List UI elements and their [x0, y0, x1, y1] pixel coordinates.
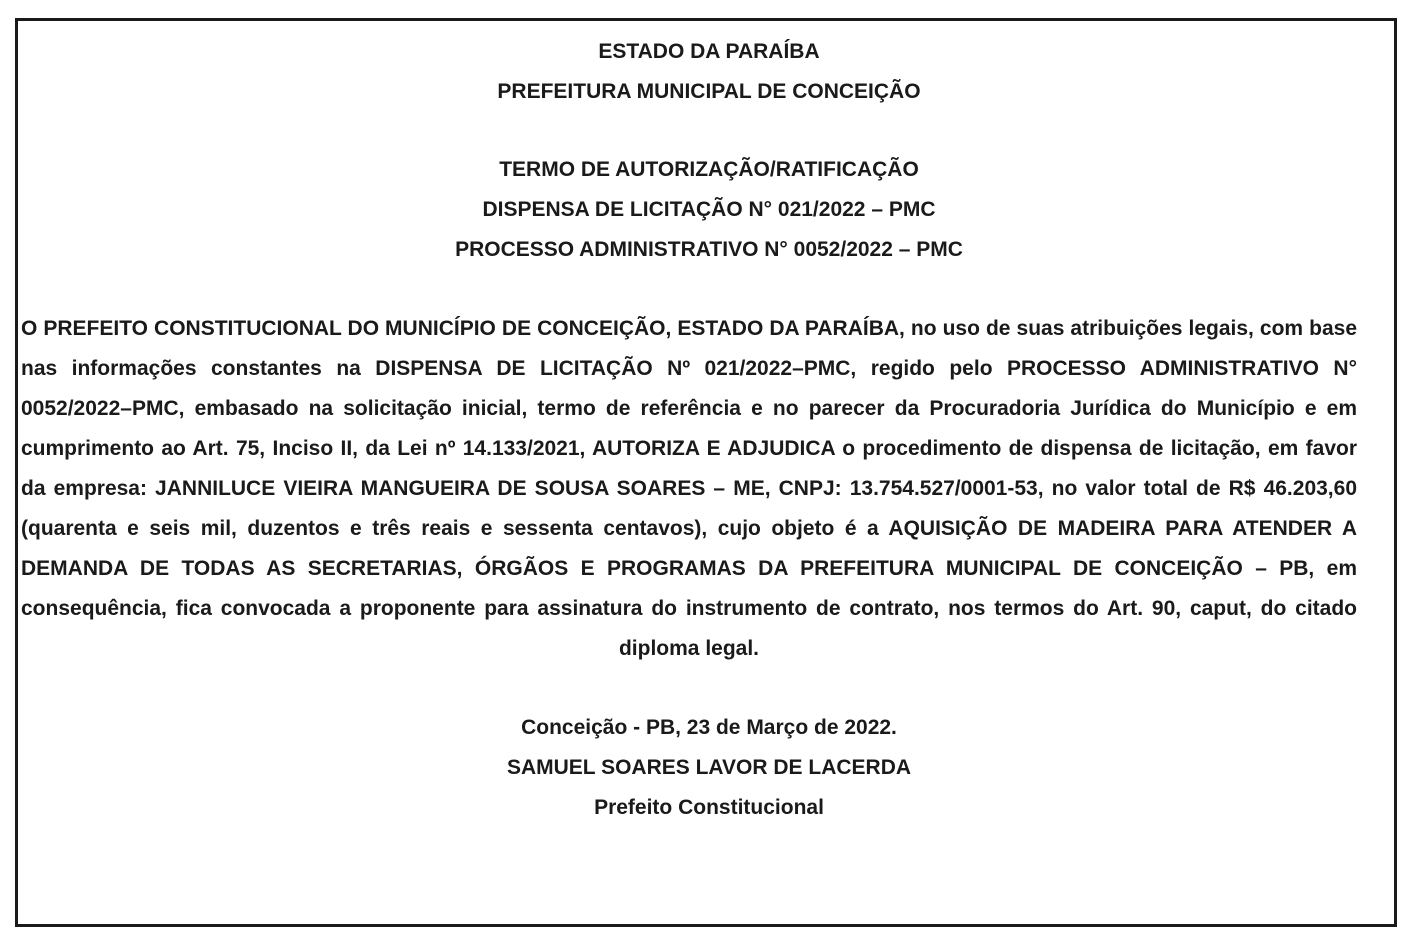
document-title: TERMO DE AUTORIZAÇÃO/RATIFICAÇÃO	[499, 158, 919, 181]
signatory-role: Prefeito Constitucional	[594, 796, 824, 819]
state-name: ESTADO DA PARAÍBA	[598, 40, 820, 63]
document-header	[0, 32, 1418, 112]
place-date: Conceição - PB, 23 de Março de 2022.	[521, 716, 897, 739]
signatory-name: SAMUEL SOARES LAVOR DE LACERDA	[506, 756, 912, 779]
dispensa-number: DISPENSA DE LICITAÇÃO N° 021/2022 – PMC	[482, 198, 936, 221]
signature-block	[0, 708, 1418, 828]
document-title-block	[0, 150, 1418, 270]
municipality-name: PREFEITURA MUNICIPAL DE CONCEIÇÃO	[497, 80, 921, 103]
processo-number: PROCESSO ADMINISTRATIVO N° 0052/2022 – PMC	[455, 238, 963, 261]
authorization-text: O PREFEITO CONSTITUCIONAL DO MUNICÍPIO DE CONCEIÇÃO, ESTADO DA PARAÍBA, no uso de suas atribuições legais, com base nas informações constantes na DISPENSA DE LICITAÇÃO Nº 021/2022–PMC, regido pelo PROCESSO ADMINISTRATIVO N° 0052/2022–PMC, embasado na solicitação inicial, termo de referência e no parecer da Procuradoria Jurídica do Município e em cumprimento ao Art. 75, Inciso II, da Lei nº 14.133/2021, AUTORIZA E ADJUDICA o procedimento de dispensa de licitação, em favor da empresa: JANNILUCE VIEIRA MANGUEIRA DE SOUSA SOARES – ME, CNPJ: 13.754.527/0001-53, no valor total de R$ 46.203,60 (quarenta e seis mil, duzentos e três reais e sessenta centavos), cujo objeto é a AQUISIÇÃO DE MADEIRA PARA ATENDER A DEMANDA DE TODAS AS SECRETARIAS, ÓRGÃOS E PROGRAMAS DA PREFEITURA MUNICIPAL DE CONCEIÇÃO – PB, em consequência, fica convocada a proponente para assinatura do instrumento de contrato, nos termos do Art. 90, caput, do citado diploma legal.	[21, 317, 1357, 660]
